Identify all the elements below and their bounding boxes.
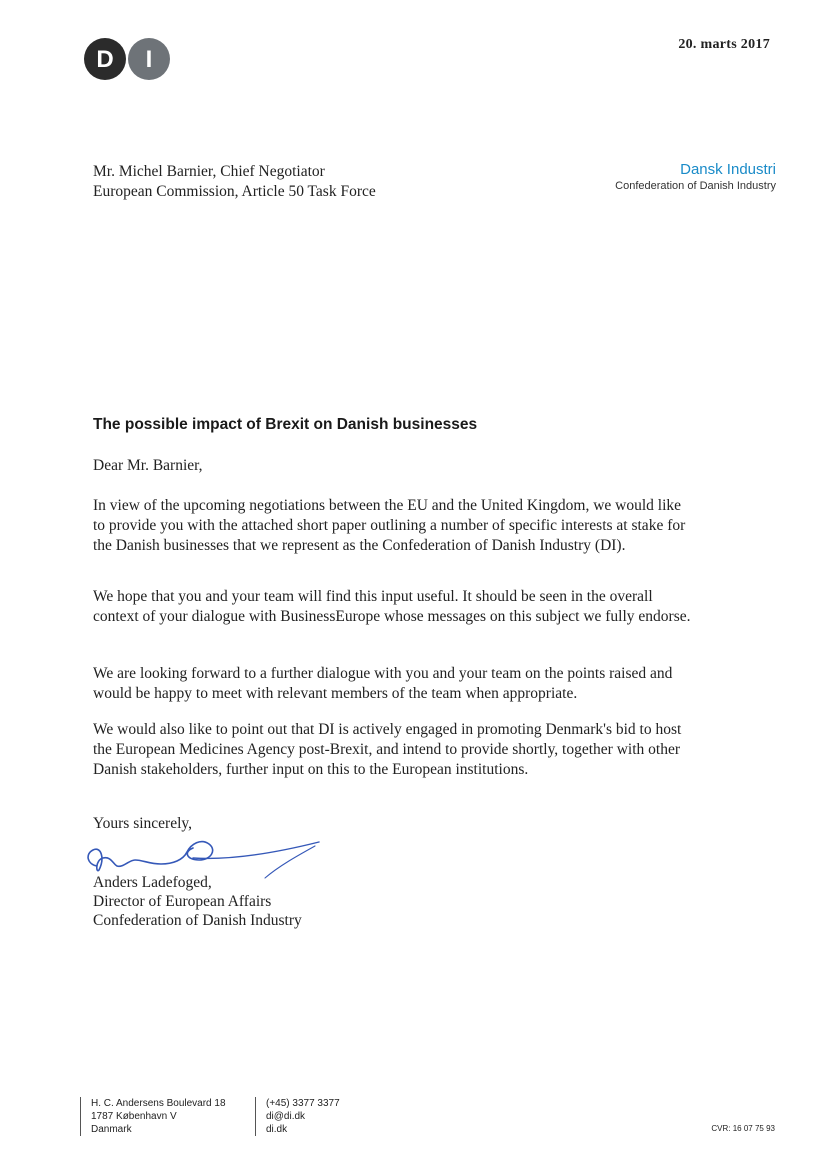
body-paragraph-3: We are looking forward to a further dialogue with you and your team on the points raised and would be happy to meet with relevant members of the team when appropriate. xyxy=(93,665,673,702)
sender-organization xyxy=(615,160,776,194)
footer-address-line-1: H. C. Andersens Boulevard 18 xyxy=(91,1098,226,1109)
recipient-line-1: Mr. Michel Barnier, Chief Negotiator xyxy=(93,163,325,180)
body-paragraph-2: We hope that you and your team will find this input useful. It should be seen in the overall context of your dialogue with BusinessEurope whose messages on this subject we fully endorse. xyxy=(93,588,691,625)
signer-organization: Confederation of Danish Industry xyxy=(93,912,302,929)
footer-address xyxy=(80,1097,226,1136)
footer-website: di.dk xyxy=(266,1124,288,1135)
body-paragraph-4: We would also like to point out that DI is actively engaged in promoting Denmark's bid to host the European Medicines Agency post-Brexit, and intend to provide shortly, together with other Danish stakeholders, further input on this to the European institutions. xyxy=(93,721,682,778)
signer-title: Director of European Affairs xyxy=(93,893,272,910)
recipient-line-2: European Commission, Article 50 Task Force xyxy=(93,183,376,200)
salutation: Dear Mr. Barnier, xyxy=(93,457,203,474)
footer-address-line-2: 1787 København V xyxy=(91,1111,177,1122)
footer-phone: (+45) 3377 3377 xyxy=(266,1098,340,1109)
body-paragraph-1: In view of the upcoming negotiations between the EU and the United Kingdom, we would like to provide you with the attached short paper outlining a number of specific interests at stake for the Danish businesses that we represent as the Confederation of Danish Industry (DI). xyxy=(93,497,686,554)
footer-address-line-3: Danmark xyxy=(91,1124,132,1135)
footer-contact xyxy=(255,1097,340,1136)
signer-name: Anders Ladefoged, xyxy=(93,874,212,891)
letter-date: 20. marts 2017 xyxy=(678,37,770,52)
di-logo xyxy=(83,37,171,81)
sender-org-subtitle: Confederation of Danish Industry xyxy=(615,180,776,192)
recipient-block xyxy=(93,162,376,202)
footer-email: di@di.dk xyxy=(266,1111,306,1122)
sender-org-name: Dansk Industri xyxy=(680,161,776,178)
svg-text:I: I xyxy=(145,46,153,73)
svg-text:D: D xyxy=(96,46,114,73)
letter-subject: The possible impact of Brexit on Danish businesses xyxy=(93,416,478,433)
signer-block xyxy=(93,873,302,930)
closing: Yours sincerely, xyxy=(93,815,193,832)
cvr-number: CVR: 16 07 75 93 xyxy=(711,1124,775,1133)
